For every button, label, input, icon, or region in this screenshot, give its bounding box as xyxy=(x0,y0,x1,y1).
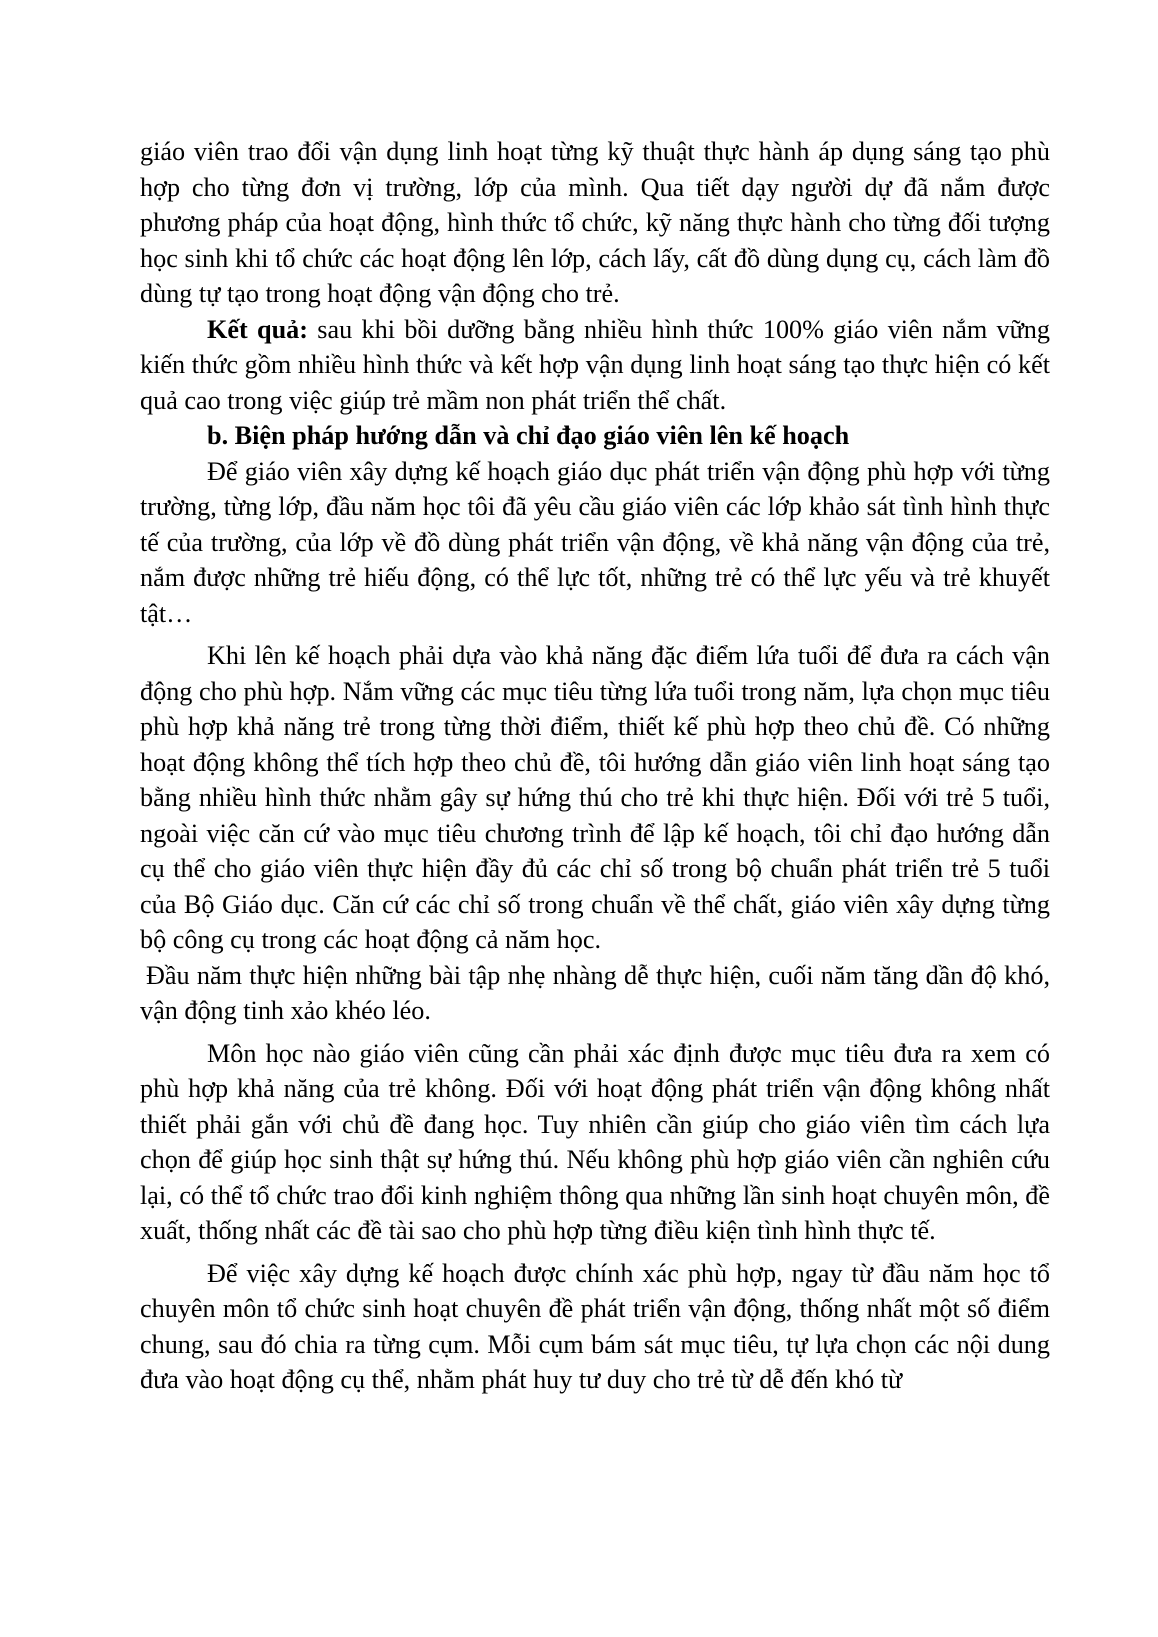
document-page xyxy=(140,134,1050,1398)
result-text: sau khi bồi dưỡng bằng nhiều hình thức 100% giáo viên nắm vững kiến thức gồm nhiều hình thức và kết hợp vận dụng linh hoạt sáng tạo thực hiện có kết quả cao trong việc giúp trẻ mầm non phát triển thể chất. xyxy=(140,314,1050,415)
paragraph-continuation: giáo viên trao đổi vận dụng linh hoạt từng kỹ thuật thực hành áp dụng sáng tạo phù hợp cho từng đơn vị trường, lớp của mình. Qua tiết dạy người dự đã nắm được phương pháp của hoạt động, hình thức tổ chức, kỹ năng thực hành cho từng đối tượng học sinh khi tổ chức các hoạt động lên lớp, cách lấy, cất đồ dùng dụng cụ, cách làm đồ dùng tự tạo trong hoạt động vận động cho trẻ. xyxy=(140,137,1050,308)
section-heading-b: b. Biện pháp hướng dẫn và chỉ đạo giáo viên lên kế hoạch xyxy=(207,421,850,450)
paragraph-planning: Khi lên kế hoạch phải dựa vào khả năng đặc điểm lứa tuổi để đưa ra cách vận động cho phù hợp. Nắm vững các mục tiêu từng lứa tuổi trong năm, lựa chọn mục tiêu phù hợp khả năng trẻ trong từng thời điểm, thiết kế phù hợp theo chủ đề. Có những hoạt động không thể tích hợp theo chủ đề, tôi hướng dẫn giáo viên linh hoạt sáng tạo bằng nhiều hình thức nhằm gây sự hứng thú cho trẻ khi thực hiện. Đối với trẻ 5 tuổi, ngoài việc căn cứ vào mục tiêu chương trình để lập kế hoạch, tôi chỉ đạo hướng dẫn cụ thể cho giáo viên thực hiện đầy đủ các chỉ số trong bộ chuẩn phát triển trẻ 5 tuổi của Bộ Giáo dục. Căn cứ các chỉ số trong chuẩn về thể chất, giáo viên xây dựng từng bộ công cụ trong các hoạt động cả năm học. xyxy=(140,641,1050,954)
paragraph-result xyxy=(140,312,1050,419)
paragraph-subject-goals: Môn học nào giáo viên cũng cần phải xác định được mục tiêu đưa ra xem có phù hợp khả năng của trẻ không. Đối với hoạt động phát triển vận động không nhất thiết phải gắn với chủ đề đang học. Tuy nhiên cần giúp cho giáo viên tìm cách lựa chọn để giúp học sinh thật sự hứng thú. Nếu không phù hợp giáo viên cần nghiên cứu lại, có thể tổ chức trao đổi kinh nghiệm thông qua những lần sinh hoạt chuyên môn, đề xuất, thống nhất các đề tài sao cho phù hợp từng điều kiện tình hình thực tế. xyxy=(140,1038,1050,1245)
paragraph-exercises: Đầu năm thực hiện những bài tập nhẹ nhàng dễ thực hiện, cuối năm tăng dần độ khó, vận động tinh xảo khéo léo. xyxy=(140,960,1050,1025)
result-label: Kết quả: xyxy=(207,314,308,344)
paragraph-plan-building: Để việc xây dựng kế hoạch được chính xác phù hợp, ngay từ đầu năm học tổ chuyên môn tổ chức sinh hoạt chuyên đề phát triển vận động, thống nhất một số điểm chung, sau đó chia ra từng cụm. Mỗi cụm bám sát mục tiêu, tự lựa chọn các nội dung đưa vào hoạt động cụ thể, nhằm phát huy tư duy cho trẻ từ dễ đến khó từ xyxy=(140,1258,1050,1394)
paragraph-survey: Để giáo viên xây dựng kế hoạch giáo dục phát triển vận động phù hợp với từng trường, từng lớp, đầu năm học tôi đã yêu cầu giáo viên các lớp khảo sát tình hình thực tế của trường, của lớp về đồ dùng phát triển vận động, về khả năng vận động của trẻ, nắm được những trẻ hiếu động, có thể lực tốt, những trẻ có thể lực yếu và trẻ khuyết tật… xyxy=(140,456,1050,628)
